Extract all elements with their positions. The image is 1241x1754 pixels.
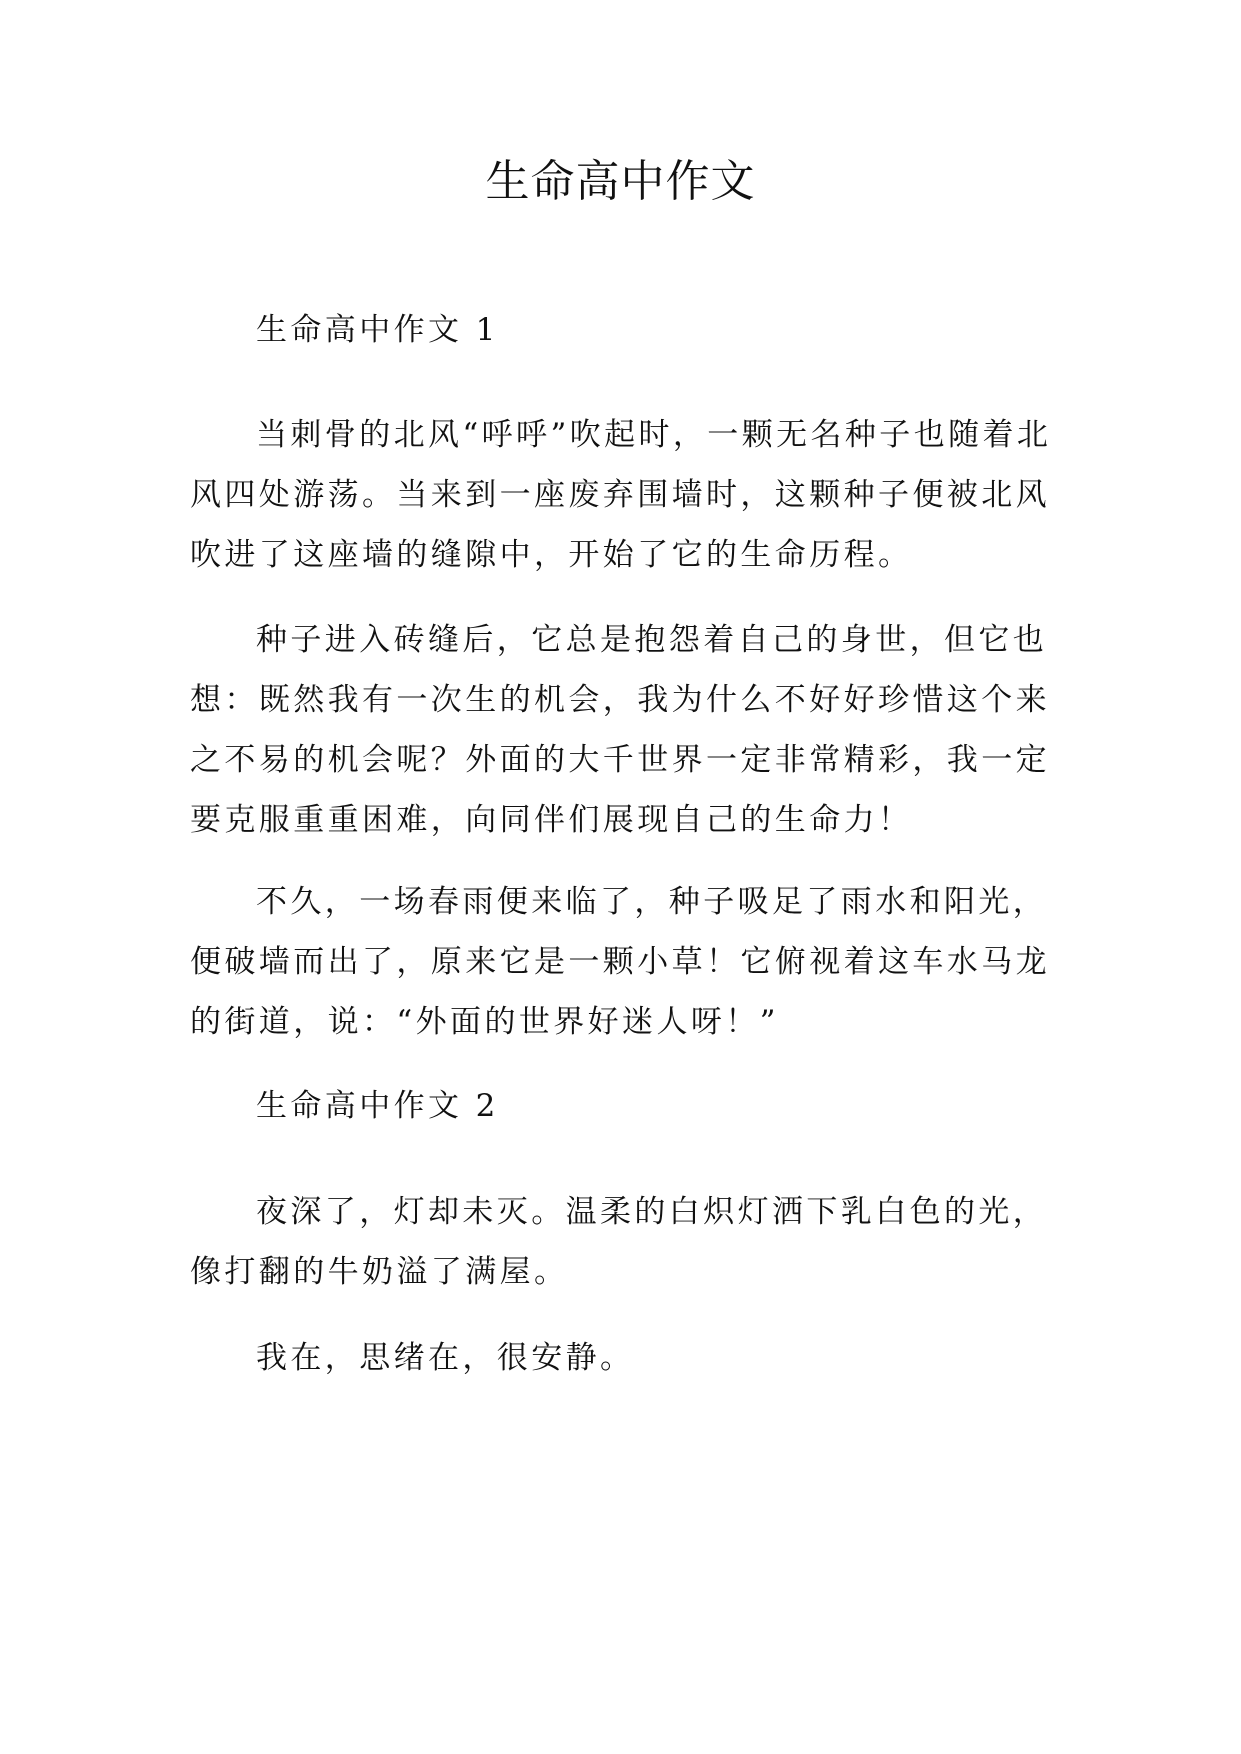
document-title: 生命高中作文 (485, 156, 756, 207)
section-heading-1: 生命高中作文 1 (256, 312, 499, 348)
paragraph: 我在，思绪在，很安静。 (256, 1340, 635, 1376)
paragraph: 种子进入砖缝后，它总是抱怨着自己的身世，但它也想：既然我有一次生的机会，我为什么不好好珍惜这个来之不易的机会呢？外面的大千世界一定非常精彩，我一定要克服重重困难，向同伴们展现自己的生命力！ (190, 622, 1050, 838)
section-heading-2: 生命高中作文 2 (256, 1088, 499, 1124)
paragraph: 夜深了，灯却未灭。温柔的白炽灯洒下乳白色的光，像打翻的牛奶溢了满屋。 (190, 1194, 1048, 1290)
paragraph: 不久，一场春雨便来临了，种子吸足了雨水和阳光，便破墙而出了，原来它是一颗小草！它俯视着这车水马龙的街道，说：“外面的世界好迷人呀！” (190, 884, 1050, 1040)
paragraph: 当刺骨的北风“呼呼”吹起时，一颗无名种子也随着北风四处游荡。当来到一座废弃围墙时，这颗种子便被北风吹进了这座墙的缝隙中，开始了它的生命历程。 (190, 417, 1052, 573)
